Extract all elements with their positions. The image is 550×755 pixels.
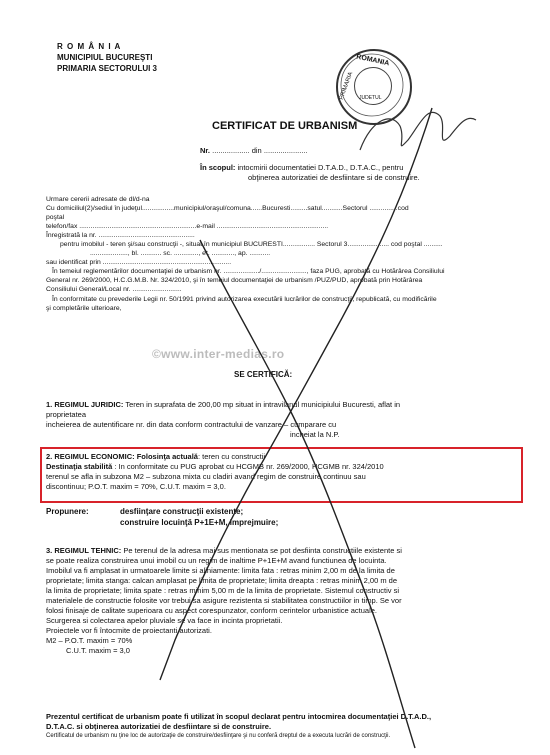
purpose-label: În scopul: <box>200 163 236 172</box>
applicant-line-9: În temeiul reglementărilor documentaţiei de urbanism nr. .................../........................, faza PUG, aprobată cu Hotărârea Consiliului <box>52 268 445 275</box>
applicant-line-4: telefon/fax ..............................................................e-mail ........................................................... <box>46 223 329 230</box>
regim-economic-line-1 <box>46 452 265 462</box>
stamp-text-center: JUDETUL <box>359 95 382 101</box>
regim-tehnic-line-7: folosi finisaje de calitate superioara cu aspect corespunzator, conform cerintelor urbanistice actuale. <box>46 606 378 615</box>
applicant-line-8: sau identificat prin .................................................................... <box>46 259 232 266</box>
regim-juridic-heading: 1. REGIMUL JURIDIC: <box>46 400 124 409</box>
applicant-line-1: Urmare cererii adresate de dl/d-na <box>46 196 150 203</box>
header-municipality: MUNICIPIUL BUCUREŞTI <box>57 53 153 62</box>
regim-economic-line-4: discontinuu; P.O.T. maxim = 70%, C.U.T. maxim = 3,0. <box>46 482 226 491</box>
applicant-line-12: În conformitate cu prevederile Legii nr. 50/1991 privind autorizarea executării lucrărilor de construcţii, republicată, cu modificările <box>52 296 437 303</box>
official-stamp <box>336 49 412 125</box>
regim-tehnic-line-6: materialele de constructie folosite vor trebui sa asigure rezistenta si stabilitatea constructiilor in timp. Se vor <box>46 596 402 605</box>
regim-juridic-line-4: incheiat la N.P. <box>290 430 340 439</box>
cut-value: C.U.T. maxim = 3,0 <box>66 646 130 655</box>
applicant-line-10: General nr. 269/2000, H.C.G.M.B. Nr. 324/2010, şi în temeiul documentaţiei de urbanism /PUZ/PUD, aprobată prin Hotărârea <box>46 277 423 284</box>
pot-value: M2 – P.O.T. maxim = 70% <box>46 636 133 645</box>
propunere-line-1: desfiinţare construcţii existente; <box>120 507 244 516</box>
regim-tehnic-line-1 <box>46 546 402 556</box>
stamp-text-left: PRIMARIA <box>338 71 355 101</box>
nr-dots: .................. <box>212 146 250 155</box>
regim-juridic-line-3: incheierea de autentificare nr. din data conform contractului de vanzare – cumparare cu <box>46 420 337 429</box>
purpose-text-1: intocmirii documentatiei D.T.A.D., D.T.A.C., pentru <box>237 163 404 172</box>
footer-line-2: D.T.A.C. si obţinerea autorizatiei de desfiintare si de construire. <box>46 722 272 731</box>
nr-label: Nr. <box>200 146 211 155</box>
applicant-line-5: Înregistrată la nr. ................................................... <box>46 232 195 239</box>
applicant-line-3: poştal <box>46 214 65 221</box>
footer-line-3: Certificatul de urbanism nu ţine loc de autorizaţie de construire/desfiinţare şi nu conferă dreptul de a executa lucrări de construcţii. <box>46 733 391 739</box>
regim-juridic-line-1 <box>46 400 400 410</box>
regim-economic-heading: 2. REGIMUL ECONOMIC: <box>46 452 135 461</box>
purpose-line-1 <box>200 163 403 173</box>
regim-economic-line-3: terenul se afla in subzona M2 – subzona mixta cu cladiri avand regim de construire continuu sau <box>46 472 366 481</box>
applicant-line-7: ...................., bl. ........... sc. ............., et. ............, ap. ........... <box>90 250 271 257</box>
applicant-line-2: Cu domiciliul(2)/sediul în judeţul.................municipiul/oraşul/comuna......Bucuresti.........satul...........Sectorul ...............cod <box>46 205 409 212</box>
page-title: CERTIFICAT DE URBANISM <box>212 120 358 132</box>
din-dots: ..................... <box>263 146 308 155</box>
folosinta-label: Folosinţa actuală <box>136 452 198 461</box>
propunere-line-2: construire locuinţă P+1E+M, imprejmuire; <box>120 518 279 527</box>
applicant-line-6: pentru imobilul - teren şi/sau construcţii -, situat în municipiul BUCURESTI................. Sectorul 3...................... cod poştal .......... <box>60 241 443 248</box>
regim-tehnic-line-2: se poate realiza construirea unui imobil cu un regim de inaltime P+1E+M avand functiunea de locuinta. <box>46 556 387 565</box>
footer-line-1: Prezentul certificat de urbanism poate fi utilizat în scopul declarat pentru intocmirea documentaţiei D.T.A.D., <box>46 712 432 721</box>
regim-tehnic-line-4: proprietate; limita stanga: calcan amplasat pe limita de proprietate; limita dreapta : retras minim 2,00 m de <box>46 576 397 585</box>
applicant-line-13: şi completările ulterioare, <box>46 305 122 312</box>
din-label: din <box>251 146 262 155</box>
destinatia-label: Destinaţia stabilită <box>46 462 113 471</box>
regim-economic-line-2 <box>46 462 384 472</box>
destinatia-text: : In conformitate cu PUG aprobat cu HCGMB nr. 269/2000, HCGMB nr. 324/2010 <box>114 462 384 471</box>
purpose-text-2: obţinerea autorizatiei de desfiintare si de construire. <box>248 173 420 182</box>
watermark-text: ©www.inter-medias.ro <box>152 347 285 361</box>
regim-juridic-text-1: Teren in suprafata de 200,00 mp situat in intravilanul municipiului Bucuresti, aflat in <box>125 400 401 409</box>
regim-tehnic-line-5: la limita de proprietate; limita spate : retras minim 5,00 m de la limita de proprietate. Sistemul constructiv si <box>46 586 400 595</box>
number-line <box>200 146 308 156</box>
se-certifica-heading: SE CERTIFICĂ: <box>234 370 293 379</box>
regim-tehnic-line-9: Proiectele vor fi întocmite de proiectanti autorizati. <box>46 626 212 635</box>
regim-juridic-line-2: proprietatea <box>46 410 87 419</box>
regim-tehnic-line-8: Scurgerea si colectarea apelor pluviale se va face in incinta proprietatii. <box>46 616 283 625</box>
propunere-label: Propunere: <box>46 507 89 516</box>
header-country: R O M Â N I A <box>57 42 122 51</box>
applicant-line-11: Consiliului General/Local nr. .......................... <box>46 286 182 293</box>
header-town-hall: PRIMARIA SECTORULUI 3 <box>57 64 158 73</box>
regim-tehnic-heading: 3. REGIMUL TEHNIC: <box>46 546 122 555</box>
regim-tehnic-text-1: Pe terenul de la adresa mai sus mentionata se pot desfiinta constructiile existente si <box>123 546 402 555</box>
stamp-text-top: ROMANIA <box>355 53 390 68</box>
folosinta-value: : teren cu constructii <box>197 452 266 461</box>
regim-tehnic-line-3: Imobilul va fi amplasat in urmatoarele limite si aliniamente: limita fata : retras minim 2,00 m de la limita de <box>46 566 395 575</box>
